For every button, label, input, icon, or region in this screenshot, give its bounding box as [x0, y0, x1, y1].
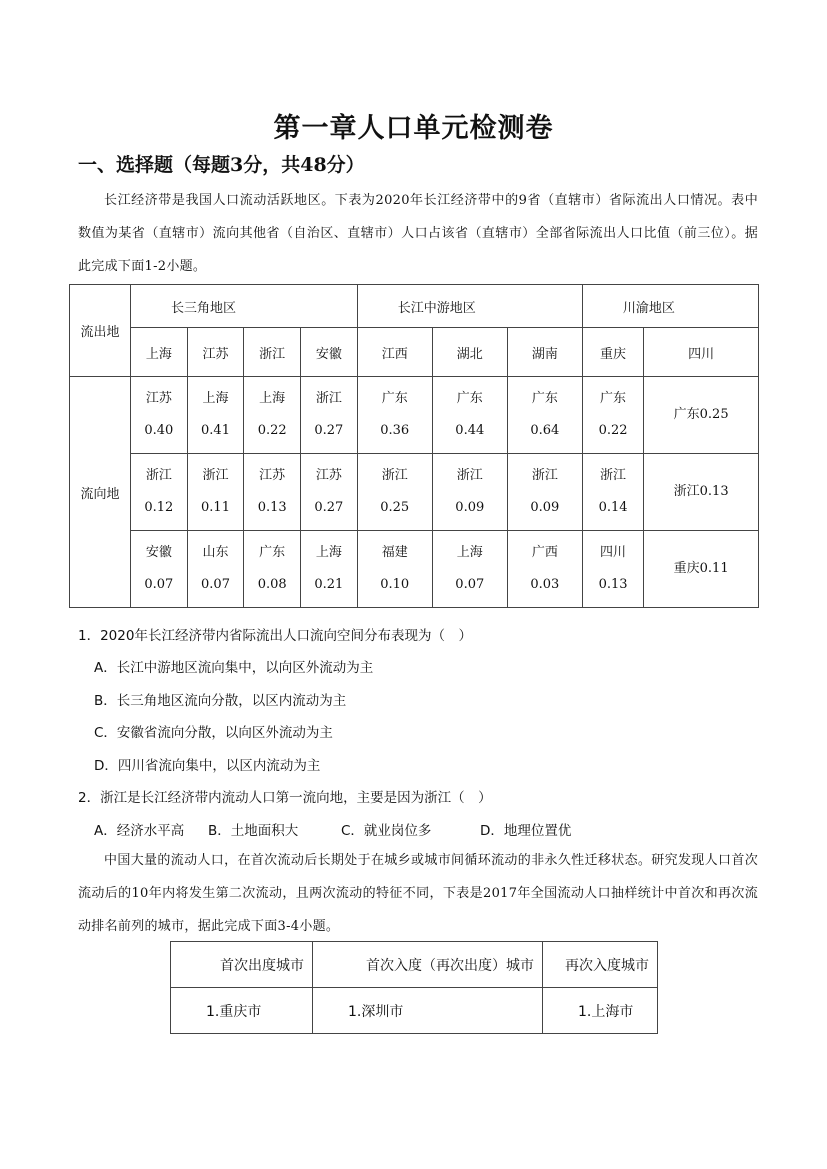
- question-1-option-a[interactable]: A．长江中游地区流向集中，以向区外流动为主: [94, 660, 374, 676]
- ratio-value: 0.13: [598, 577, 628, 592]
- destination-name: 安徽: [145, 545, 172, 560]
- inflow-label: 流向地: [70, 377, 131, 608]
- table-cell: [507, 377, 582, 454]
- province-header: 上海: [131, 328, 188, 377]
- destination-name: 山东: [202, 545, 229, 560]
- ratio-value: 0.25: [699, 407, 729, 422]
- table-row: [70, 454, 759, 531]
- question-2-option-a[interactable]: A．经济水平高: [94, 823, 185, 839]
- destination-name: 浙江: [145, 468, 172, 483]
- province-header: 四川: [644, 328, 759, 377]
- table-row: [70, 377, 759, 454]
- region-header: 川渝地区: [582, 285, 758, 328]
- table-cell: [432, 531, 507, 608]
- ratio-value: 0.12: [144, 500, 174, 515]
- table2-header: 再次入度城市: [543, 942, 658, 988]
- table-cell: [432, 377, 507, 454]
- destination-name: 广东: [600, 391, 627, 406]
- table-cell: [644, 454, 759, 531]
- ratio-value: 0.07: [455, 577, 485, 592]
- table2-header: 首次出度城市: [171, 942, 313, 988]
- province-header: 重庆: [582, 328, 643, 377]
- ratio-value: 0.09: [455, 500, 485, 515]
- province-header: 江苏: [187, 328, 244, 377]
- province-header: 湖南: [507, 328, 582, 377]
- question-2-option-c[interactable]: C．就业岗位多: [341, 823, 432, 839]
- table-cell: [507, 531, 582, 608]
- passage-1: 长江经济带是我国人口流动活跃地区。下表为2020年长江经济带中的9省（直辖市）省际流出人口情况。表中数值为某省（直辖市）流向其他省（自治区、直辖市）人口占该省（直辖市）全部省际流出人口比值（前三位）。据此完成下面1-2小题。: [78, 193, 758, 274]
- province-header: 湖北: [432, 328, 507, 377]
- table-cell: [244, 531, 301, 608]
- ratio-value: 0.22: [257, 423, 287, 438]
- destination-name: 浙江: [531, 468, 558, 483]
- region-header: 长三角地区: [131, 285, 358, 328]
- ratio-value: 0.44: [455, 423, 485, 438]
- table-cell: [244, 454, 301, 531]
- question-2-option-b[interactable]: B．土地面积大: [208, 823, 299, 839]
- ratio-value: 0.41: [201, 423, 230, 438]
- ratio-value: 0.10: [380, 577, 410, 592]
- ratio-value: 0.27: [314, 500, 344, 515]
- destination-name: 广西: [531, 545, 558, 560]
- destination-name: 浙江: [381, 468, 408, 483]
- passage-2: 中国大量的流动人口，在首次流动后长期处于在城乡或城市间循环流动的非永久性迁移状态。研究发现人口首次流动后的10年内将发生第二次流动，且两次流动的特征不同，下表是2017年全国流动人口抽样统计中首次和再次流动排名前列的城市，据此完成下面3-4小题。: [78, 853, 758, 934]
- destination-name: 上海: [202, 391, 229, 406]
- section-heading: 一、选择题（每题3分，共48分）: [78, 154, 365, 176]
- destination-name: 四川: [600, 545, 627, 560]
- table-cell: [432, 454, 507, 531]
- table-cell: [301, 531, 358, 608]
- table-cell: [301, 377, 358, 454]
- ratio-value: 0.03: [530, 577, 560, 592]
- destination-name: 浙江: [673, 484, 700, 499]
- ratio-value: 0.64: [530, 423, 560, 438]
- region-header: 长江中游地区: [357, 285, 582, 328]
- table-cell: [357, 531, 432, 608]
- table2-cell: 1.上海市: [543, 988, 658, 1034]
- destination-name: 广东: [673, 407, 700, 422]
- table-cell: [244, 377, 301, 454]
- question-1-option-b[interactable]: B．长三角地区流向分散，以区内流动为主: [94, 693, 347, 709]
- outflow-table: [69, 284, 759, 608]
- province-header: 浙江: [244, 328, 301, 377]
- ratio-value: 0.27: [314, 423, 344, 438]
- city-flow-table: [170, 941, 658, 1034]
- table-cell: [507, 454, 582, 531]
- table-cell: [644, 531, 759, 608]
- question-2-option-d[interactable]: D．地理位置优: [480, 823, 572, 839]
- destination-name: 福建: [381, 545, 408, 560]
- destination-name: 上海: [259, 391, 286, 406]
- destination-name: 浙江: [202, 468, 229, 483]
- question-1-option-d[interactable]: D．四川省流向集中，以区内流动为主: [94, 758, 321, 774]
- table-cell: [301, 454, 358, 531]
- destination-name: 广东: [259, 545, 286, 560]
- destination-name: 浙江: [600, 468, 627, 483]
- table-cell: [582, 454, 643, 531]
- table-cell: [187, 454, 244, 531]
- table-cell: [357, 377, 432, 454]
- destination-name: 江苏: [259, 468, 286, 483]
- destination-name: 江苏: [315, 468, 342, 483]
- table-cell: [131, 377, 188, 454]
- ratio-value: 0.21: [314, 577, 344, 592]
- table-cell: [131, 531, 188, 608]
- table-cell: [357, 454, 432, 531]
- ratio-value: 0.08: [257, 577, 287, 592]
- page-title: 第一章人口单元检测卷: [273, 113, 554, 144]
- table-row: [70, 531, 759, 608]
- destination-name: 广东: [381, 391, 408, 406]
- province-header: 江西: [357, 328, 432, 377]
- destination-name: 浙江: [456, 468, 483, 483]
- destination-name: 上海: [315, 545, 342, 560]
- ratio-value: 0.36: [380, 423, 410, 438]
- table-cell: [644, 377, 759, 454]
- table-cell: [582, 377, 643, 454]
- table2-cell: 1.重庆市: [171, 988, 313, 1034]
- outflow-label: 流出地: [70, 285, 131, 377]
- ratio-value: 0.11: [201, 500, 230, 515]
- ratio-value: 0.40: [144, 423, 174, 438]
- destination-name: 江苏: [145, 391, 172, 406]
- ratio-value: 0.09: [530, 500, 560, 515]
- province-header: 安徽: [301, 328, 358, 377]
- table-cell: [582, 531, 643, 608]
- destination-name: 广东: [531, 391, 558, 406]
- question-1-option-c[interactable]: C．安徽省流向分散，以向区外流动为主: [94, 725, 333, 741]
- question-2-stem: 2．浙江是长江经济带内流动人口第一流向地，主要是因为浙江（ ）: [78, 790, 492, 806]
- table2-header: 首次入度（再次出度）城市: [313, 942, 543, 988]
- table2-cell: 1.深圳市: [313, 988, 543, 1034]
- ratio-value: 0.14: [598, 500, 628, 515]
- table-cell: [131, 454, 188, 531]
- destination-name: 广东: [456, 391, 483, 406]
- destination-name: 重庆: [673, 561, 700, 576]
- ratio-value: 0.07: [201, 577, 230, 592]
- ratio-value: 0.13: [699, 484, 729, 499]
- ratio-value: 0.13: [257, 500, 287, 515]
- ratio-value: 0.22: [598, 423, 628, 438]
- ratio-value: 0.07: [144, 577, 174, 592]
- destination-name: 上海: [456, 545, 483, 560]
- ratio-value: 0.25: [380, 500, 410, 515]
- question-1-stem: 1．2020年长江经济带内省际流出人口流向空间分布表现为（ ）: [78, 628, 472, 644]
- destination-name: 浙江: [315, 391, 342, 406]
- ratio-value: 0.11: [699, 561, 729, 576]
- table-cell: [187, 531, 244, 608]
- table-cell: [187, 377, 244, 454]
